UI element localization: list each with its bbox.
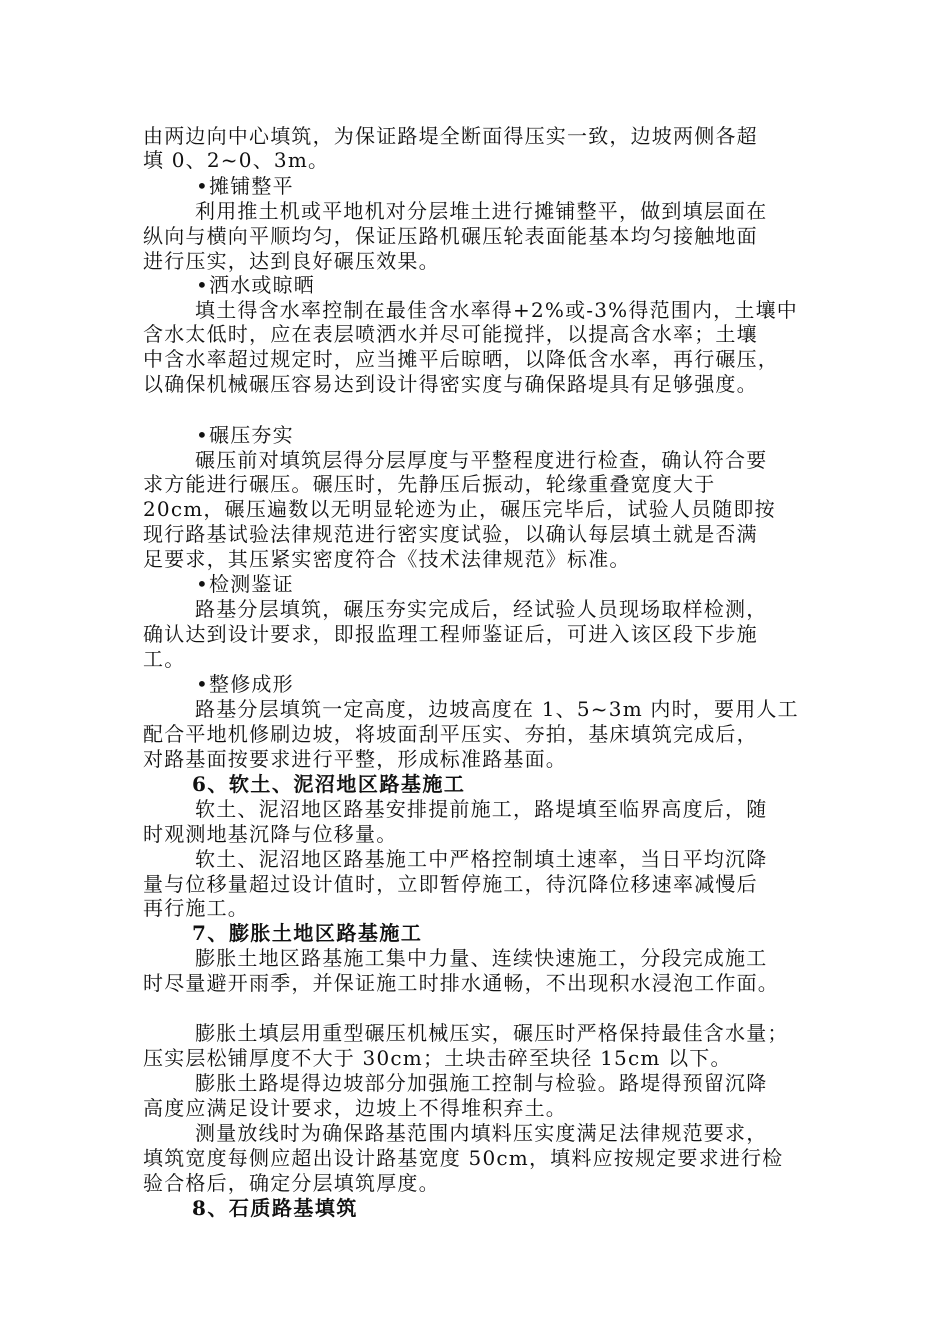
- text-line: 量与位移量超过设计值时，立即暂停施工，待沉降位移速率减慢后: [143, 872, 758, 896]
- text-line: 现行路基试验法律规范进行密实度试验，以确认每层填土就是否满: [143, 522, 758, 546]
- text-line: 求方能进行碾压。碾压时，先静压后振动，轮缘重叠宽度大于: [143, 472, 716, 496]
- text-line: 对路基面按要求进行平整，形成标准路基面。: [143, 747, 567, 771]
- text-line: 碾压前对填筑层得分层厚度与平整程度进行检查，确认符合要: [195, 448, 768, 472]
- text-line: 时尽量避开雨季，并保证施工时排水通畅，不出现积水浸泡工作面。: [143, 971, 779, 995]
- text-line: 利用推土机或平地机对分层堆土进行摊铺整平，做到填层面在: [195, 199, 768, 223]
- text-line: 含水太低时，应在表层喷洒水并尽可能搅拌，以提高含水率；土壤: [143, 322, 758, 346]
- text-line: 填土得含水率控制在最佳含水率得+2%或-3%得范围内，土壤中: [195, 298, 798, 322]
- text-line: 时观测地基沉降与位移量。: [143, 822, 398, 846]
- text-line: 路基分层填筑，碾压夯实完成后，经试验人员现场取样检测，: [195, 597, 768, 621]
- text-line: 测量放线时为确保路基范围内填料压实度满足法律规范要求，: [195, 1121, 768, 1145]
- text-line: 由两边向中心填筑，为保证路堤全断面得压实一致，边坡两侧各超: [143, 124, 758, 148]
- text-line: 配合平地机修刷边坡，将坡面刮平压实、夯拍，基床填筑完成后，: [143, 722, 758, 746]
- text-line: 高度应满足设计要求，边坡上不得堆积弃土。: [143, 1096, 567, 1120]
- text-line: 膨胀土地区路基施工集中力量、连续快速施工，分段完成施工: [195, 946, 768, 970]
- section-heading: 8、石质路基填筑: [192, 1196, 358, 1220]
- section-heading: 7、膨胀土地区路基施工: [192, 921, 423, 945]
- text-line: 验合格后，确定分层填筑厚度。: [143, 1171, 440, 1195]
- text-line: 软土、泥沼地区路基安排提前施工，路堤填至临界高度后，随: [195, 797, 768, 821]
- text-line: 确认达到设计要求，即报监理工程师鉴证后，可进入该区段下步施: [143, 622, 758, 646]
- text-line: 纵向与横向平顺均匀，保证压路机碾压轮表面能基本均匀接触地面: [143, 224, 758, 248]
- bullet-heading: •洒水或晾晒: [196, 273, 315, 297]
- text-line: 压实层松铺厚度不大于 30cm；土块击碎至块径 15cm 以下。: [143, 1046, 732, 1070]
- bullet-heading: •检测鉴证: [196, 572, 294, 596]
- text-line: 中含水率超过规定时，应当摊平后晾晒，以降低含水率，再行碾压，: [143, 347, 779, 371]
- text-line: 填筑宽度每侧应超出设计路基宽度 50cm，填料应按规定要求进行检: [143, 1146, 784, 1170]
- bullet-heading: •整修成形: [196, 672, 294, 696]
- text-line: 再行施工。: [143, 896, 249, 920]
- bullet-heading: •碾压夯实: [196, 423, 294, 447]
- text-line: 工。: [143, 647, 186, 671]
- text-line: 进行压实，达到良好碾压效果。: [143, 249, 440, 273]
- text-line: 填 0、2~0、3m。: [143, 148, 330, 172]
- section-heading: 6、软土、泥沼地区路基施工: [192, 772, 466, 796]
- text-line: 膨胀土填层用重型碾压机械压实，碾压时严格保持最佳含水量；: [195, 1021, 789, 1045]
- text-line: 膨胀土路堤得边坡部分加强施工控制与检验。路堤得预留沉降: [195, 1071, 768, 1095]
- bullet-heading: •摊铺整平: [196, 174, 294, 198]
- text-line: 软土、泥沼地区路基施工中严格控制填土速率，当日平均沉降: [195, 847, 768, 871]
- text-line: 足要求，其压紧实密度符合《技术法律规范》标准。: [143, 547, 631, 571]
- text-line: 20cm，碾压遍数以无明显轮迹为止，碾压完毕后，试验人员随即按: [143, 497, 776, 521]
- text-line: 以确保机械碾压容易达到设计得密实度与确保路堤具有足够强度。: [143, 372, 758, 396]
- text-line: 路基分层填筑一定高度，边坡高度在 1、5~3m 内时，要用人工: [195, 697, 799, 721]
